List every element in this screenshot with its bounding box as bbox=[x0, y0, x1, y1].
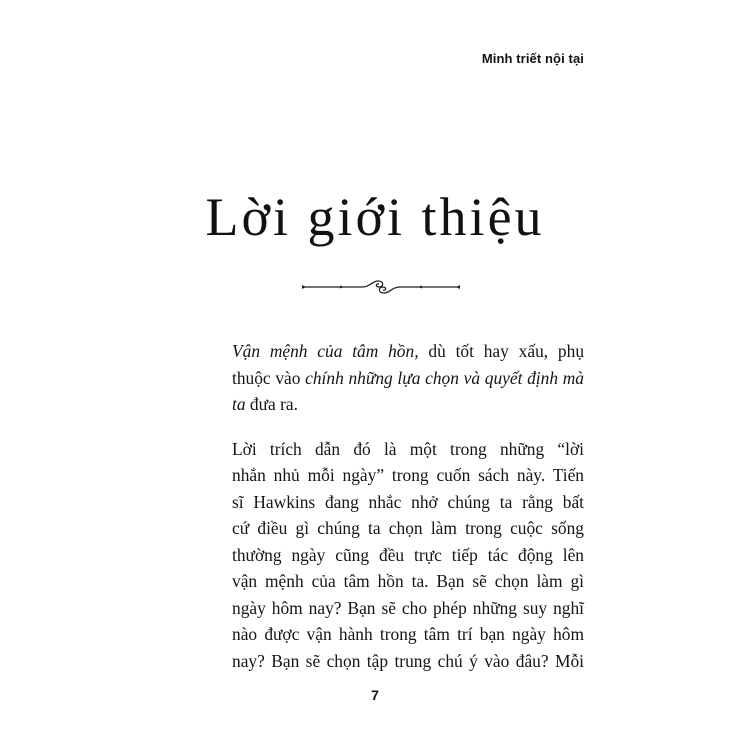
italic-quote: ta bbox=[232, 394, 246, 414]
text-segment: thuộc vào bbox=[232, 367, 306, 388]
page-number: 7 bbox=[371, 687, 379, 703]
paragraph-1-line-2 bbox=[202, 365, 584, 392]
text-segment: dù tốt hay xấu, phụ bbox=[418, 341, 585, 361]
paragraph-2-line: cứ điều gì chúng ta chọn làm trong cuộc sống bbox=[232, 518, 584, 538]
paragraph-2-line: ngày hôm nay? Bạn sẽ cho phép những suy nghĩ bbox=[232, 597, 584, 618]
paragraph-2-line: nay? Bạn sẽ chọn tập trung chú ý vào đâu? Mỗi bbox=[232, 650, 584, 671]
paragraph-1-line-1 bbox=[202, 338, 584, 365]
paragraph-2-line: thường ngày cũng đều trực tiếp tác động lên bbox=[232, 544, 584, 565]
paragraph-2-line: Lời trích dẫn đó là một trong những “lời bbox=[232, 438, 584, 459]
paragraph-2-line: nhắn nhủ mỗi ngày” trong cuốn sách này. Tiến bbox=[232, 465, 584, 485]
italic-quote: Vận mệnh của tâm hồn, bbox=[232, 341, 419, 361]
paragraph-1-line-3 bbox=[202, 391, 584, 418]
paragraph-2 bbox=[202, 436, 584, 675]
paragraph-2-line: nào được vận hành trong tâm trí bạn ngày hôm bbox=[232, 624, 584, 644]
running-header: Minh triết nội tại bbox=[481, 51, 584, 66]
paragraph-2-line: vận mệnh của tâm hồn ta. Bạn sẽ chọn làm gì bbox=[232, 571, 584, 591]
ornament-divider-icon bbox=[300, 276, 462, 298]
chapter-title: Lời giới thiệu bbox=[205, 187, 545, 247]
paragraph-1 bbox=[202, 338, 584, 418]
italic-quote: chính những lựa chọn và quyết định mà bbox=[305, 367, 584, 388]
body-text bbox=[202, 338, 584, 692]
paragraph-2-line: sĩ Hawkins đang nhắc nhở chúng ta rằng bất bbox=[232, 491, 584, 512]
text-segment: đưa ra. bbox=[245, 394, 298, 414]
